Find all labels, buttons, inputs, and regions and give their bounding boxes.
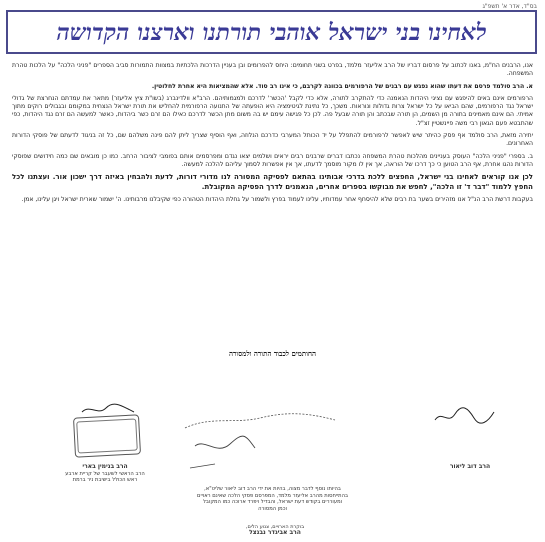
left-signatory <box>50 464 160 484</box>
date-header: בס"ד, אדר א' תשפ"ג <box>482 3 537 10</box>
section-b-paragraph: ב. בספרי "פניני הלכה" העוסק בעניינים מהלכות טהרת המשפחה נכתבו דברים שרבנים רבים יראים ושלמים יצאו נגדם ומפרסמים אותם בפומבי לציבור הרחב. כמו כן מובאים שם כמה חידושים שפוסקי הדורות נהגו אחרת, אף הרב הטוען כי כך דרכו של הוראה, אך אין לו מקור מוסמך לדעתו, אך אין אפשרות לסמוך עליהם להלכה למעשה. <box>12 152 533 168</box>
call-paragraph: לכן אנו קוראים לאחינו בני ישראל, החפצים ללכת בדרכי אבותינו בהתאם לפסיקה המסורה לנו מדורי דורות, לדעת ולהבחין באיזה דרך ישכון אור. ועצתנו לכל החפץ ללמוד "דבר ד' זו הלכה", לחפש את מבוקשו בספרים אחרים, הנאמנים לדרך הפסיקה המקובלת. <box>12 173 533 191</box>
bottom-signatory-name: הרב אביגדר נבנצל <box>249 529 301 537</box>
letter-body <box>12 62 533 209</box>
stamp-inner-frame <box>76 418 138 453</box>
kotel-paragraph: יתירה מזאת, הרב סולמד אף פסק כהיתר שיש לאפשר לרפורמים להתפלל על יד הכותל המערבי כדרכם הנלוזה, ואף הוסיף שצריך ליתן להם פינה משלהם שם, כל זה בניגוד לדעתם של פוסקי הדורות האחרונים. <box>12 132 533 148</box>
left-signatory-title-1: הרב הראשי לשעבר של קריית ארבע <box>65 470 145 477</box>
left-signatory-name: הרב בנימין בארי <box>82 463 128 470</box>
signatories-header: החותמים לכבוד התורה ולמסורה <box>228 349 317 358</box>
right-signatory <box>430 464 510 471</box>
page-title: לאחינו בני ישראל אוהבי תורתנו וארצנו הקדושה <box>56 18 487 46</box>
center-signatory-note <box>140 486 405 512</box>
bottom-signatory <box>190 524 360 536</box>
bottom-note-line-1: בוקרת הארויים, צנוע הלים, <box>245 524 305 530</box>
signature-center <box>175 398 345 478</box>
center-note-line-2: בהתייחסות מהרב אליעזר מלמד, המפרסם פסקי הלכה שאינם ראויים <box>197 492 348 499</box>
signature-right <box>430 400 500 430</box>
center-note-line-1: בהיותו נוסף לדבר מצוה, בהיות את ידי הרב דוב ליאור שליט"א, <box>204 486 341 492</box>
center-note-line-4: וכמן המסורה <box>258 505 287 512</box>
closing-paragraph: בעקבות דרשת הרב הנ"ל אנו מזהירים בשער בת רבים שלא להיסחף אחר עמדותיו, עלינו לעמוד בפרץ ולשמור על גחלת היהדות הטהורה כפי שקיבלנו מרבותינו. ה' ישמור שארית ישראל ויגן עלינו, אמן. <box>21 196 533 204</box>
right-signatory-name: הרב דוב ליאור <box>449 463 491 470</box>
intro-paragraph: אנו, הרבנים הח"מ, באנו לכתוב על פרסום דבריו של הרב אליעזר מלמד, בפרט בשני תחומים: היחס להפרומים ובן בעניין הדרכות הלכתיות במצוות התמורות סביב הספרים "פניני הלכה" על הלכות טהרת המשפחה. <box>12 62 533 78</box>
section-a-heading: א. הרב סולמד פרסם את דעתו שהוא נפגש עם רבנים של הרפורמים בכוונה לקרבם, כי אינו רב סוד. אלא שהמציאות היא אחרת לחלוטין. <box>151 82 533 90</box>
left-signatory-title-2: ראש הכולל בישיבת ניר ברמת <box>72 477 138 484</box>
rabbi-stamp <box>73 414 141 457</box>
center-note-line-3: ומעוררים בקודש דעת ישראל, והבדיל ויפרד ארוכה כמו המקובל <box>202 499 343 506</box>
reform-paragraph: הרפורמים אינם באים להיפגש עם נציגי היהדות הנאמנה כדי להתקרב לתורה, אלא כדי לקבל 'הכשר' לדרכם ולמגמותיהם. הרב"א וולדינברג (בשו"ת ציץ אליעזר) מתאר את עמדתם הנחרצת של גדולי ישראל נגד הרפורמים, שהם הביאו על כל ישראל צרות גדולות ונוראות. משכך, כל נתינת לגיטימציה היא הופעתה של התנועה הרפורמית להחליש את תורת ישראל הנצחית במקומם ובגבולים רוקים מתוך אמיתי. הם אינם מאמינים בתורה מן השמים, הן תורה שבכתב והן תורה שבעל פה. לכן כל פגישה עימם יש בה משום מתן הכשר לדרכם כאילו הם זרם כשר ביהדות, כאשר למעשה הם זרם נגד היהדות, כפי שהתבטא פעם הגאון רבי משה פיינשטיין זצ"ל. <box>12 94 533 127</box>
title-banner <box>6 10 537 54</box>
